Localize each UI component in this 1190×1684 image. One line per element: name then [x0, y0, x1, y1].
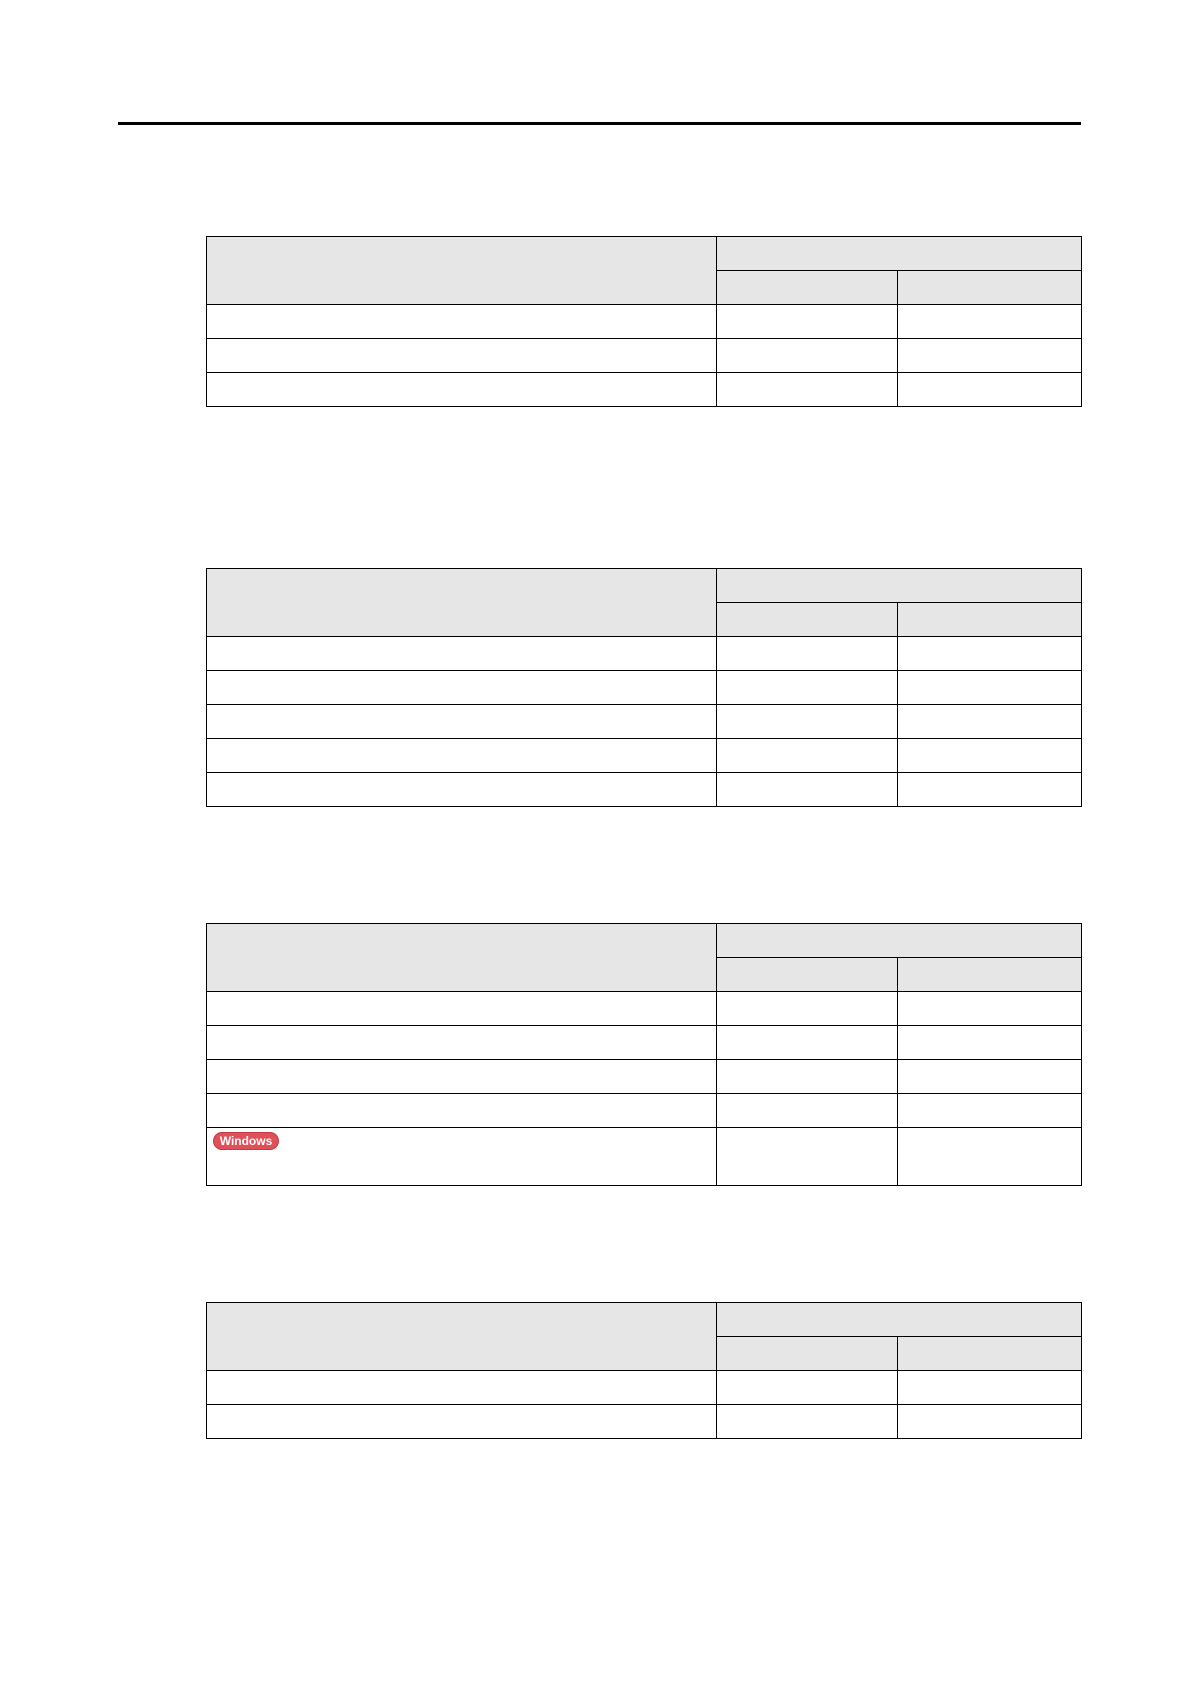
table-3-header-group: [717, 924, 1082, 958]
table-row: [207, 339, 1082, 373]
table-row: [207, 1371, 1082, 1405]
table-2-header-item: [207, 569, 717, 637]
table-row: [207, 739, 1082, 773]
table-2-header-col-b: [898, 603, 1082, 637]
table-row: [207, 305, 1082, 339]
spec-table-2: [206, 568, 1082, 807]
table-row: [207, 1405, 1082, 1439]
table-row: [207, 705, 1082, 739]
windows-badge-svg: [213, 1132, 279, 1150]
table-2-header-group: [717, 569, 1082, 603]
svg-text:Windows: Windows: [219, 1134, 273, 1148]
table-4-header-item: [207, 1303, 717, 1371]
table-row: [207, 1060, 1082, 1094]
table-1-header-col-b: [898, 271, 1082, 305]
table-4-header-col-a: [717, 1337, 898, 1371]
table-3-header-item: [207, 924, 717, 992]
table-1-header-col-a: [717, 271, 898, 305]
spec-table-4: [206, 1302, 1082, 1439]
table-2-header-col-a: [717, 603, 898, 637]
table-row: [207, 671, 1082, 705]
table-row: [207, 773, 1082, 807]
table-row: [207, 1094, 1082, 1128]
table-1-header-group: [717, 237, 1082, 271]
header-rule: [118, 122, 1081, 125]
spec-table-3: [206, 923, 1082, 1186]
spec-table-1: [206, 236, 1082, 407]
table-row: [207, 992, 1082, 1026]
table-row: [207, 1128, 1082, 1186]
table-3-header-col-a: [717, 958, 898, 992]
table-row: [207, 637, 1082, 671]
table-3-header-col-b: [898, 958, 1082, 992]
table-4-header-group: [717, 1303, 1082, 1337]
table-row: [207, 1026, 1082, 1060]
table-4-header-col-b: [898, 1337, 1082, 1371]
windows-badge-icon: [213, 1132, 279, 1153]
table-1-header-item: [207, 237, 717, 305]
table-row: [207, 373, 1082, 407]
